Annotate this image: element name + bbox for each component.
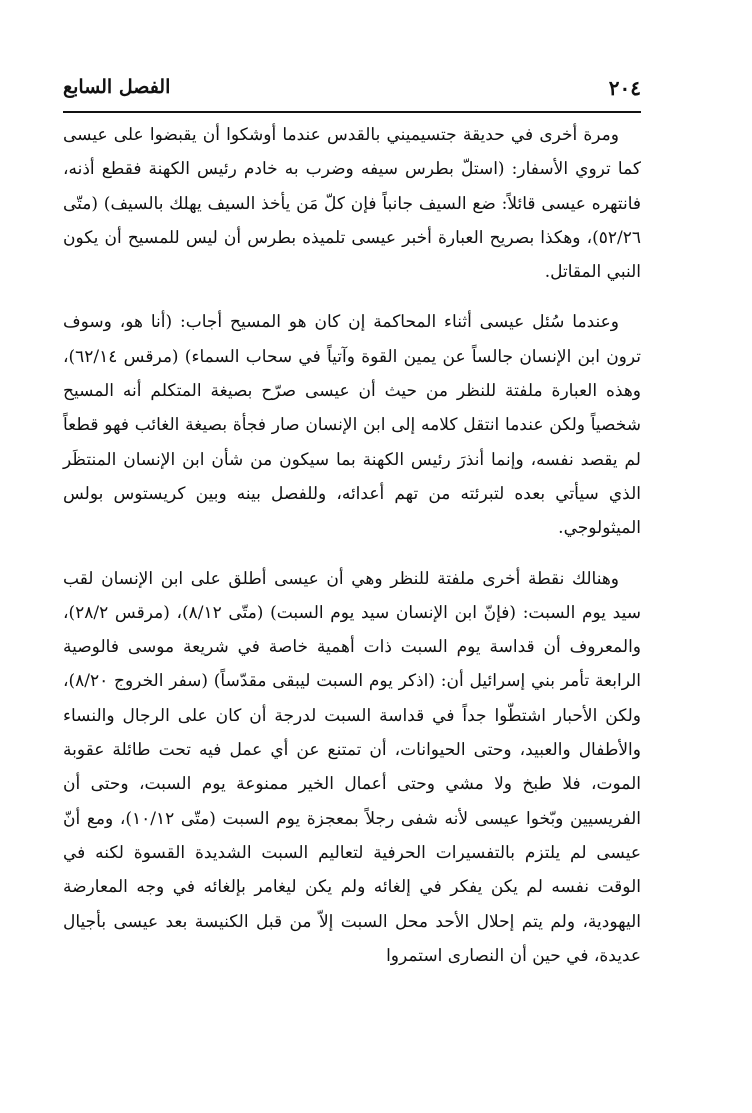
page-header [63,76,641,110]
paragraph: ومرة أخرى في حديقة جتسيميني بالقدس عندما أوشكوا أن يقبضوا على عيسى كما تروي الأسفار: (استلّ بطرس سيفه وضرب به خادم رئيس الكهنة فقطع أذنه، فانتهره عيسى قائلاً: ضع السيف جانباً فإن كلّ مَن يأخذ السيف يهلك بالسيف) (متّى ٥٢/٢٦)، وهكذا بصريح العبارة أخبر عيسى تلميذه بطرس أن ليس للمسيح أن يكون النبي المقاتل. [63,125,641,283]
chapter-title: الفصل السابع [63,76,171,98]
page-number: ٢٠٤ [608,76,641,100]
header-divider [63,111,641,113]
paragraph: وهنالك نقطة أخرى ملفتة للنظر وهي أن عيسى أطلق على ابن الإنسان لقب سيد يوم السبت: (فإنّ ابن الإنسان سيد يوم السبت) (متّى ٨/١٢)، (مرقس ٢٨/٢)، والمعروف أن قداسة يوم السبت ذات أهمية خاصة في شريعة موسى فالوصية الرابعة تأمر بني إسرائيل أن: (اذكر يوم السبت ليبقى مقدّساً) (سفر الخروج ٨/٢٠)، ولكن الأحبار اشتطّوا جداً في قداسة السبت لدرجة أن كان على الرجال والنساء والأطفال والعبيد، وحتى الحيوانات، أن تمتنع عن أي عمل فيه تحت طائلة عقوبة الموت، فلا طبخ ولا مشي وحتى أعمال الخير ممنوعة يوم السبت، وحتى أن الفريسيين وبّخوا عيسى لأنه شفى رجلاً بمعجزة يوم السبت (متّى ١٠/١٢)، ومع أنّ عيسى لم يلتزم بالتفسيرات الحرفية لتعاليم السبت الشديدة القسوة لكنه في الوقت نفسه لم يكن يفكر في إلغائه ولم يكن ليغامر بإلغائه في وجه المعارضة اليهودية، ولم يتم إحلال الأحد محل السبت إلاّ من قبل الكنيسة بعد عيسى بأجيال عديدة، في حين أن النصارى استمروا [63,568,642,966]
body-text [63,118,641,973]
paragraph: وعندما سُئل عيسى أثناء المحاكمة إن كان هو المسيح أجاب: (أنا هو، وسوف ترون ابن الإنسان جالساً عن يمين القوة وآتياً في سحاب السماء) (مرقس ٦٢/١٤)، وهذه العبارة ملفتة للنظر من حيث أن عيسى صرّح بصيغة المتكلم أنه المسيح شخصياً ولكن عندما انتقل كلامه إلى ابن الإنسان صار فجأة بصيغة الغائب فهو قطعاً لم يقصد نفسه، وإنما أنذرَ رئيس الكهنة بما سيكون من شأن ابن الإنسان المنتظَر الذي سيأتي بعده لتبرئته من تهم أعدائه، وللفصل بينه وبين كريستوس بولس الميثولوجي. [63,312,641,539]
